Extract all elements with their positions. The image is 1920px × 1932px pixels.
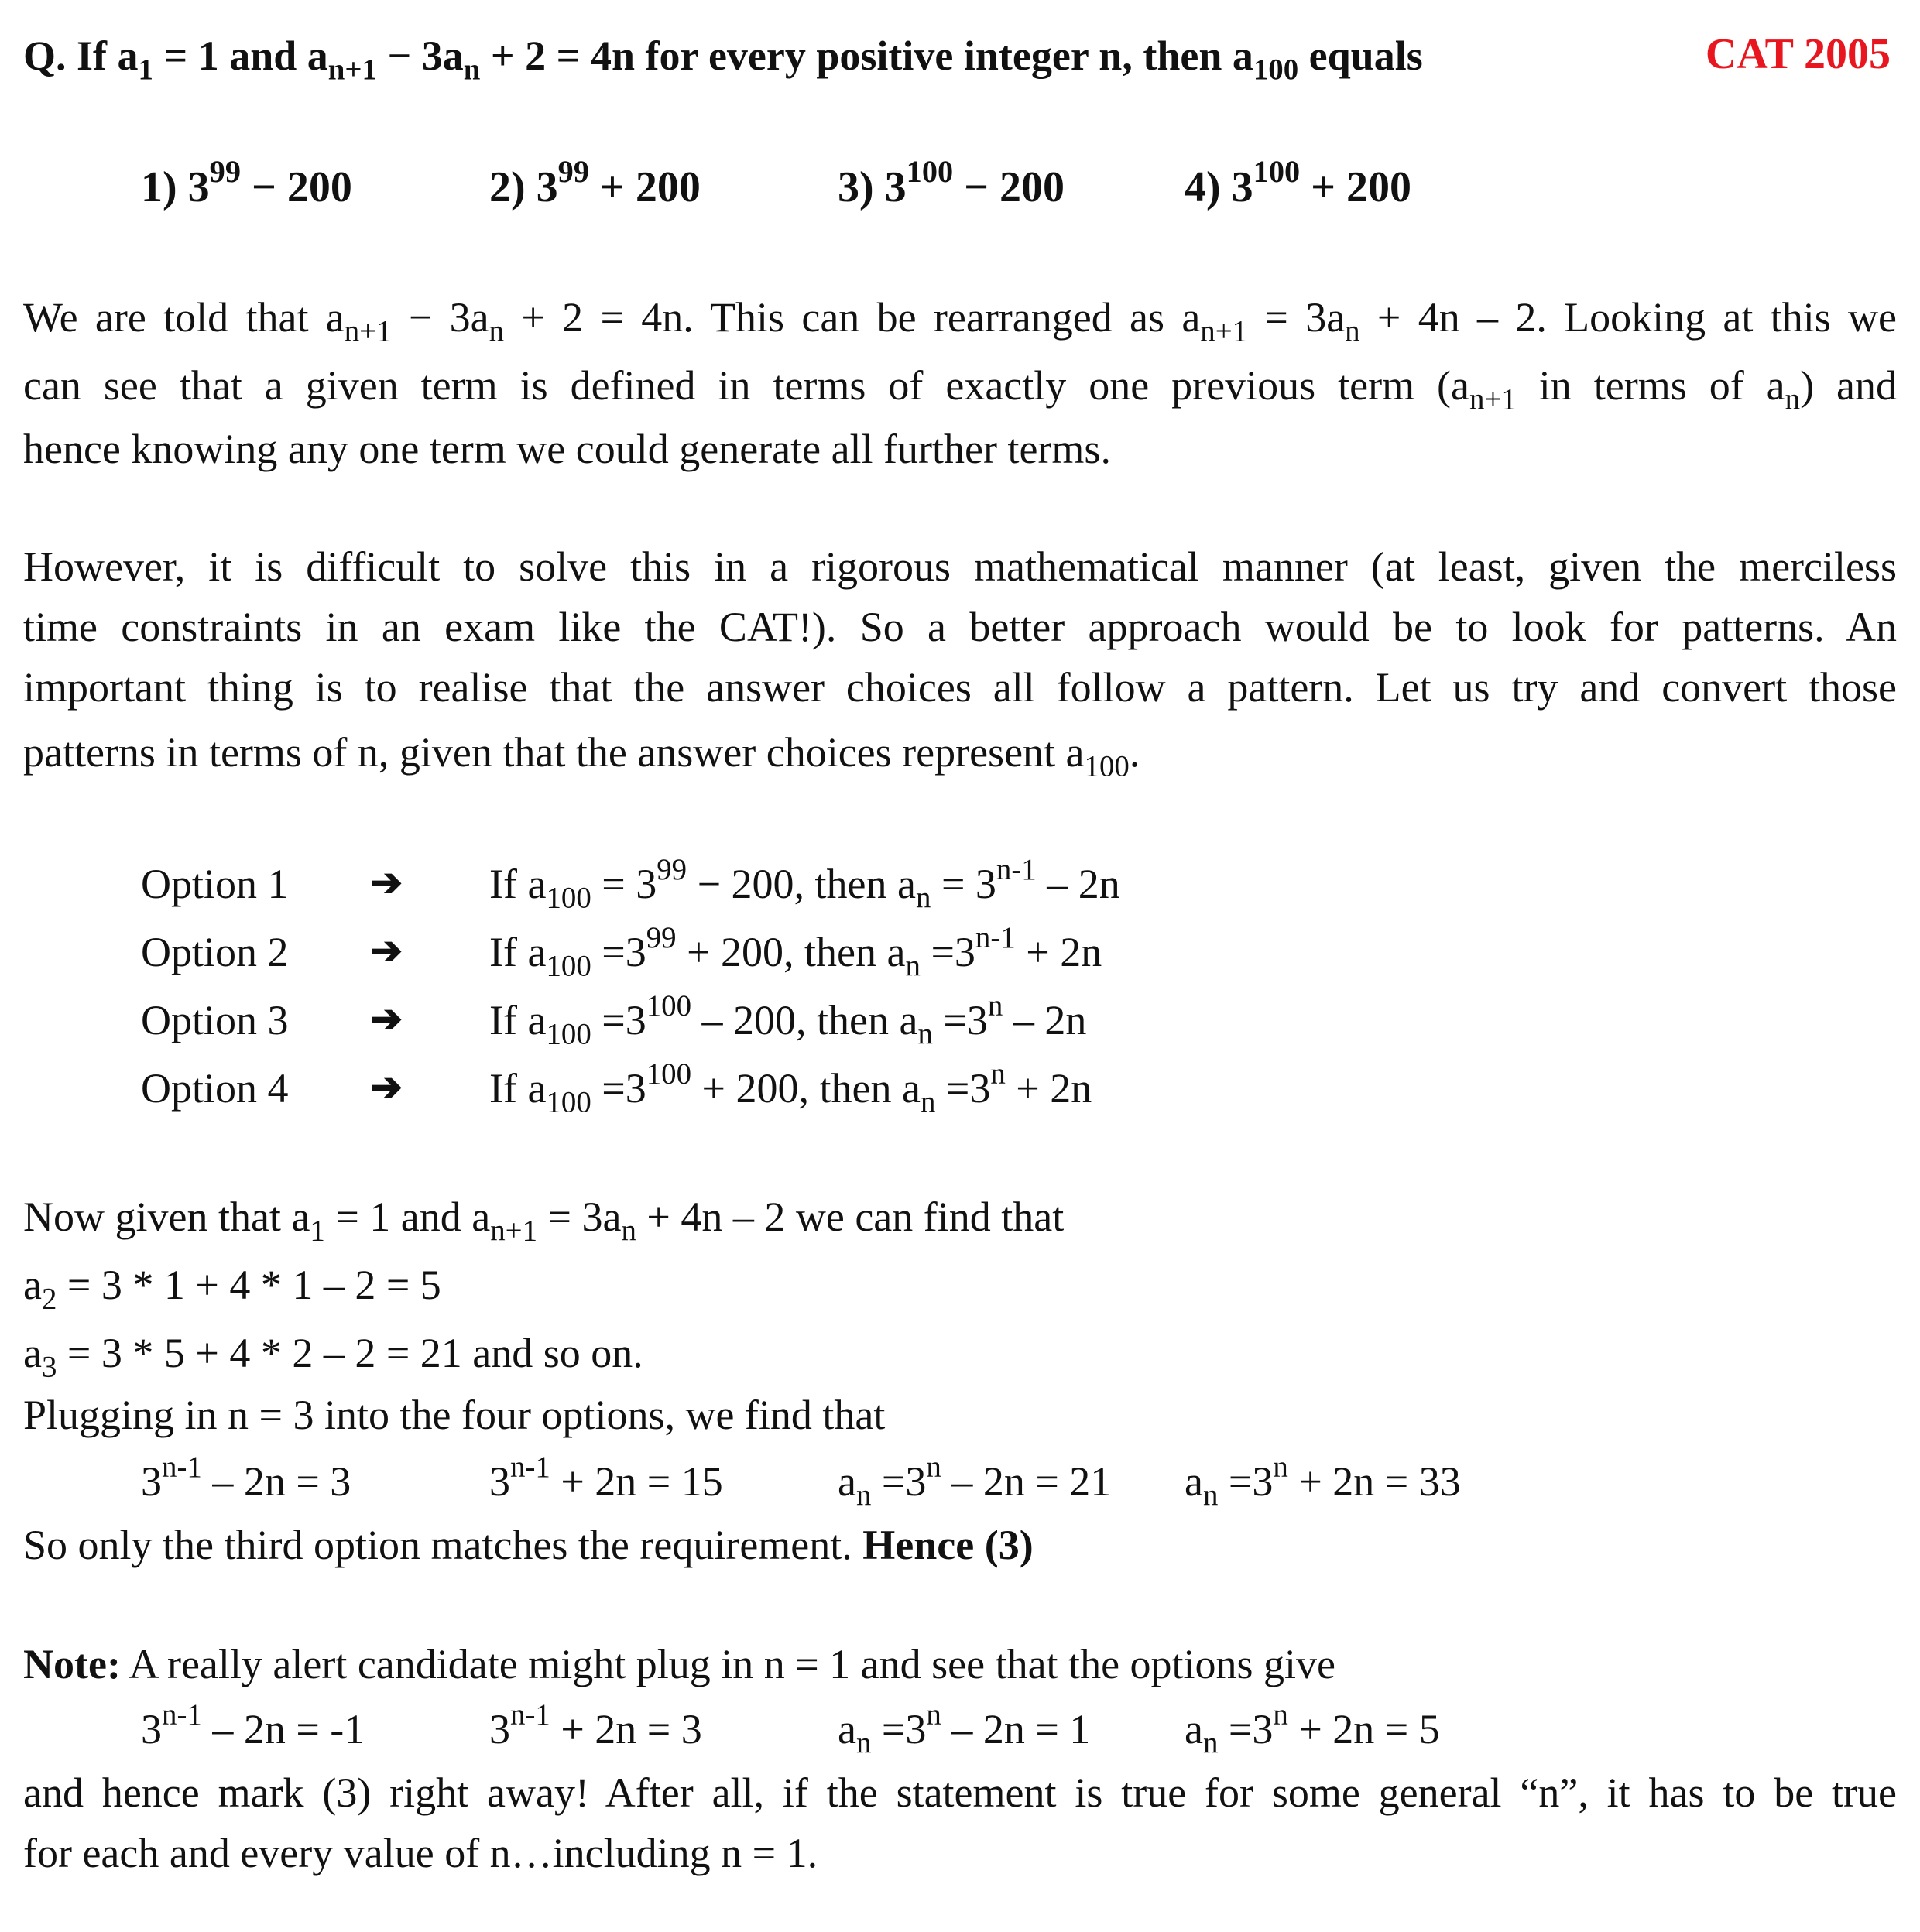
calc-line3: $a_3 = 3 * 5 + 4 * 2 - 2 = 21$ and so on.	[23, 1330, 643, 1384]
para2-line3: important thing is to realise that the answer choices all follow a pattern. Let us try and convert those	[23, 664, 1897, 711]
choice-1: 1) $3^{99} - 200$	[141, 154, 352, 211]
calc-line4: Plugging in n = 3 into the four options, we find that	[23, 1392, 886, 1438]
para2-line1: However, it is difficult to solve this in a rigorous mathematical manner (at least, given the merciless	[23, 543, 1897, 590]
option-expression: If $a_{100} =3^{99} + 200$, then $a_n =3^{n-1} + 2n$	[489, 920, 1102, 983]
para1-line1: We are told that $a_{n+1} - 3a_n + 2 = 4n$. This can be rearranged as $a_{n+1} = 3a_n + 4n - 2$. Looking at this we	[23, 294, 1898, 348]
choice-3: 3) $3^{100} - 200$	[838, 154, 1065, 211]
note-result-4: $a_n =3^n + 2n = 5$	[1185, 1697, 1440, 1760]
note-result-1: 3$^{n-1}$ – 2n = -1	[141, 1697, 365, 1752]
calc-line2: $a_2 = 3 * 1 + 4 * 1 - 2 = 5$	[23, 1262, 441, 1316]
choice-4: 4) $3^{100} + 200$	[1185, 154, 1412, 211]
option-expression: If $a_{100} = 3^{99} - 200$, then $a_n = 3^{n-1} - 2n$	[489, 852, 1120, 915]
option-label: Option 2	[141, 929, 289, 975]
para2-line2: time constraints in an exam like the CAT!). So a better approach would be to look for patterns. An	[23, 604, 1897, 650]
para1-line2: can see that a given term is defined in terms of exactly one previous term ($a_{n+1}$ in terms of $a_n$) and	[23, 362, 1898, 416]
note-line3: and hence mark (3) right away! After all, if the statement is true for some general “n”, it has to be true	[23, 1769, 1897, 1816]
option-label: Option 4	[141, 1065, 289, 1112]
source-label: CAT 2005	[1705, 30, 1891, 78]
conclusion: So only the third option matches the requirement. Hence (3)	[23, 1522, 1034, 1568]
calc-line1: Now given that $a_1 = 1$ and $a_{n+1} = 3a_n + 4n - 2$ we can find that	[23, 1194, 1065, 1248]
note-line1: Note: A really alert candidate might plug in n = 1 and see that the options give	[23, 1641, 1336, 1687]
note-result-2: $3^{n-1} + 2n = 3$	[489, 1697, 702, 1752]
option-expression: If $a_{100} =3^{100} + 200$, then $a_n =3^n + 2n$	[489, 1057, 1092, 1119]
note-line4: for each and every value of n…including n = 1.	[23, 1830, 818, 1876]
arrow-right-icon: ➔	[370, 929, 403, 972]
result-4: $a_n =3^n + 2n = 33$	[1185, 1450, 1461, 1512]
result-2: $3^{n-1} + 2n = 15$	[489, 1450, 723, 1505]
result-1: 3$^{n-1}$ – 2n = 3	[141, 1450, 351, 1505]
note-result-3: $a_n =3^n - 2n = 1$	[838, 1697, 1091, 1760]
option-label: Option 3	[141, 997, 289, 1043]
question-text: Q. If $a_1 = 1$ and $a_{n+1} - 3a_n + 2 = 4n$ for every positive integer n, then $a_{100}$ equals	[23, 33, 1423, 87]
choice-2: 2) $3^{99} + 200$	[489, 154, 701, 211]
option-label: Option 1	[141, 861, 289, 907]
arrow-right-icon: ➔	[370, 997, 403, 1040]
para1-line3: hence knowing any one term we could generate all further terms.	[23, 426, 1111, 472]
option-expression: If $a_{100} =3^{100} - 200$, then $a_n =3^n - 2n$	[489, 988, 1087, 1051]
arrow-right-icon: ➔	[370, 1065, 403, 1108]
para2-line4: patterns in terms of n, given that the answer choices represent $a_{100}$.	[23, 729, 1140, 783]
result-3: $a_n =3^n - 2n = 21$	[838, 1450, 1112, 1512]
arrow-right-icon: ➔	[370, 861, 403, 904]
answer-label: Hence (3)	[862, 1522, 1034, 1568]
